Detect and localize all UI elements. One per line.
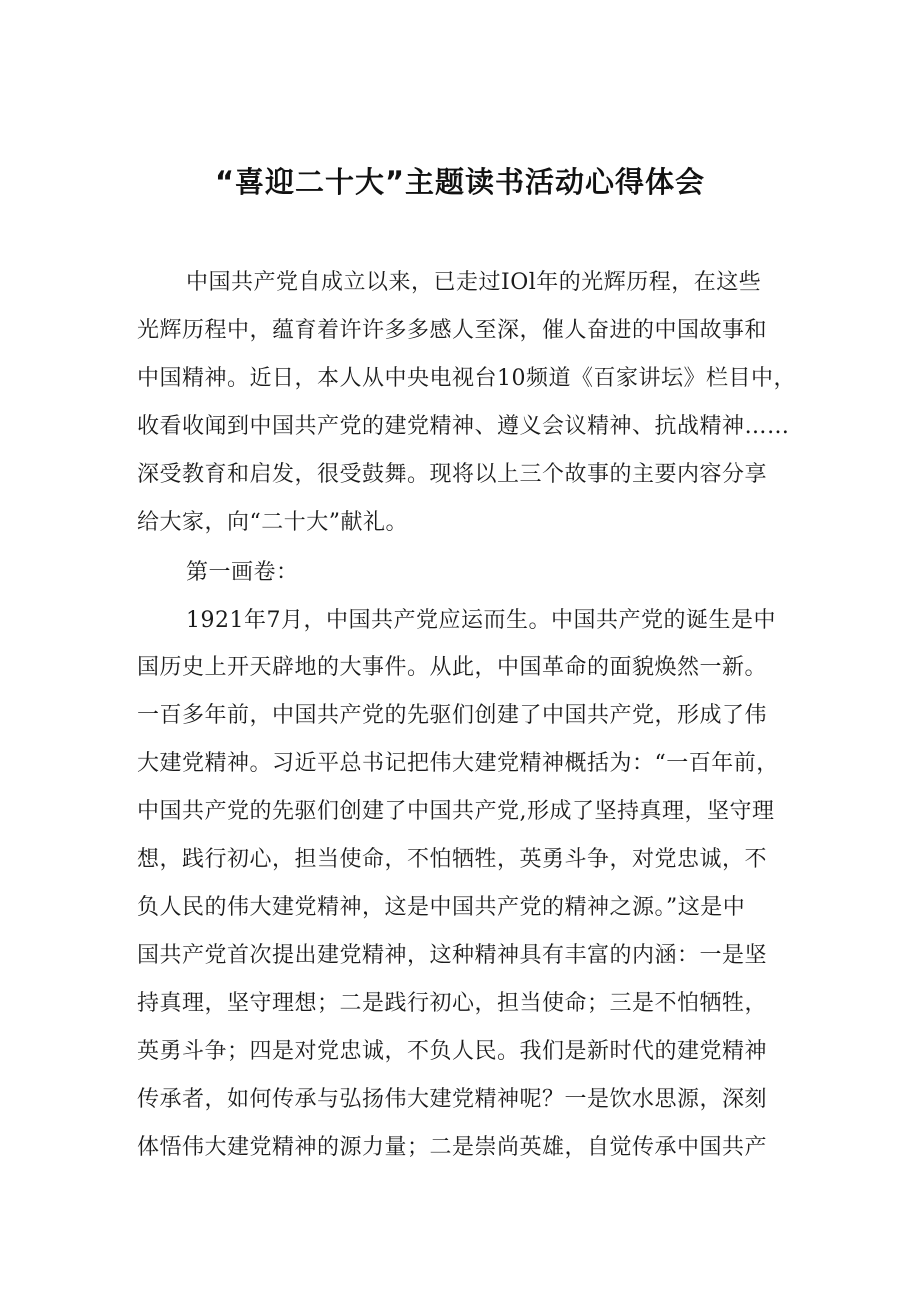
paragraph-line: 大建党精神。习近平总书记把伟大建党精神概括为：“一百年前， [137,751,779,776]
paragraph-line: 光辉历程中，蕴育着许许多多感人至深，催人奋进的中国故事和 [137,318,768,343]
paragraph-line: 英勇斗争；四是对党忠诚，不负人民。我们是新时代的建党精神 [137,1039,768,1064]
paragraph-line: 中国共产党自成立以来，已走过IOl年的光辉历程，在这些 [186,270,762,295]
paragraph-line: 中国共产党的先驱们创建了中国共产党,形成了坚持真理，坚守理 [137,799,775,824]
paragraph-line: 体悟伟大建党精神的源力量；二是崇尚英雄，自觉传承中国共产 [137,1135,768,1160]
paragraph-line: 想，践行初心，担当使命，不怕牺牲，英勇斗争，对党忠诚，不 [137,847,768,872]
paragraph-line: 国历史上开天辟地的大事件。从此，中国革命的面貌焕然一新。 [137,655,768,680]
paragraph-line: 中国精神。近日，本人从中央电视台10频道《百家讲坛》栏目中， [137,366,796,391]
paragraph-line: 1921年7月，中国共产党应运而生。中国共产党的诞生是中 [186,608,776,633]
paragraph-line: 一百多年前，中国共产党的先驱们创建了中国共产党，形成了伟 [137,703,768,728]
paragraph-line: 传承者，如何传承与弘扬伟大建党精神呢？一是饮水思源，深刻 [137,1087,768,1112]
paragraph-line: 给大家，向“二十大”献礼。 [137,510,408,535]
section-heading: 第一画卷： [186,560,299,585]
paragraph-line: 负人民的伟大建党精神，这是中国共产党的精神之源。”这是中 [137,895,746,920]
paragraph-line: 持真理，坚守理想；二是践行初心，担当使命；三是不怕牺牲， [137,991,768,1016]
document-title: “喜迎二十大”主题读书活动心得体会 [214,165,706,199]
paragraph-line: 国共产党首次提出建党精神，这种精神具有丰富的内涵：一是坚 [137,943,768,968]
paragraph-line: 收看收闻到中国共产党的建党精神、遵义会议精神、抗战精神…… [137,414,790,439]
paragraph-line: 深受教育和启发，很受鼓舞。现将以上三个故事的主要内容分享 [137,462,768,487]
